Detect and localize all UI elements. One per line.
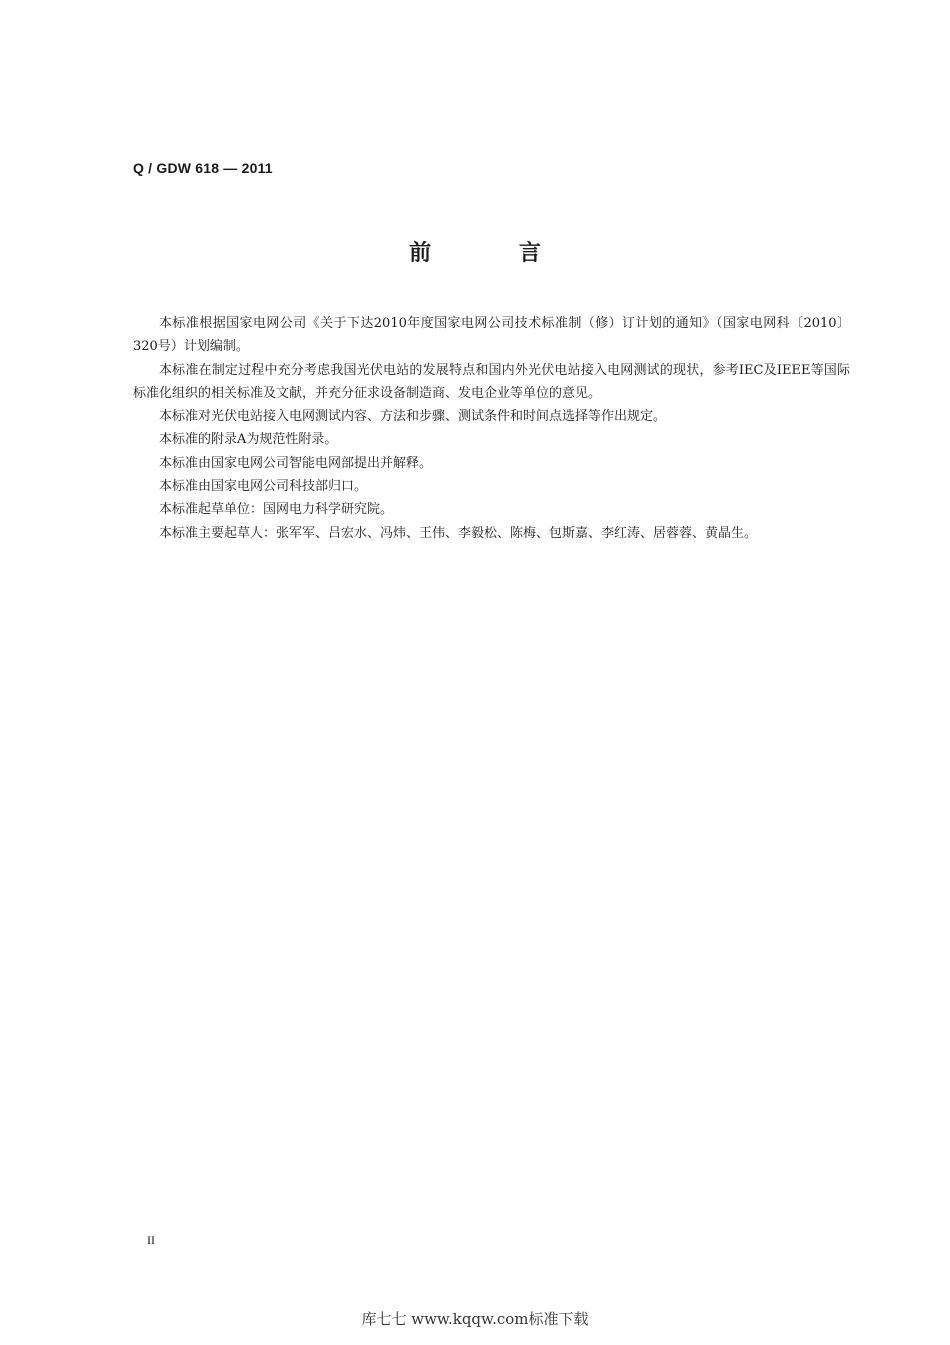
footer-watermark: 库七七 www.kqqw.com标准下载: [361, 1310, 589, 1328]
paragraph: 本标准的附录A为规范性附录。: [159, 432, 338, 448]
paragraph: 本标准根据国家电网公司《关于下达2010年度国家电网公司技术标准制（修）订计划的通知》（国家电网科〔2010〕320号）计划编制。: [133, 316, 850, 355]
paragraph: 本标准在制定过程中充分考虑我国光伏电站的发展特点和国内外光伏电站接入电网测试的现状，参考IEC及IEEE等国际标准化组织的相关标准及文献，并充分征求设备制造商、发电企业等单位的意见。: [133, 362, 850, 401]
paragraph: 本标准由国家电网公司科技部归口。: [159, 479, 368, 495]
page-number: II: [147, 1233, 155, 1247]
page-title: 前 言: [409, 241, 581, 266]
paragraph: 本标准起草单位：国网电力科学研究院。: [159, 502, 394, 518]
paragraph: 本标准主要起草人：张军军、吕宏水、冯炜、王伟、李毅松、陈梅、包斯嘉、李红涛、居蓉蓉、黄晶生。: [159, 525, 758, 541]
paragraph: 本标准由国家电网公司智能电网部提出并解释。: [159, 455, 433, 471]
paragraph: 本标准对光伏电站接入电网测试内容、方法和步骤、测试条件和时间点选择等作出规定。: [159, 409, 667, 425]
standard-code: Q / GDW 618 — 2011: [133, 160, 273, 176]
foreword-body: [133, 312, 850, 545]
